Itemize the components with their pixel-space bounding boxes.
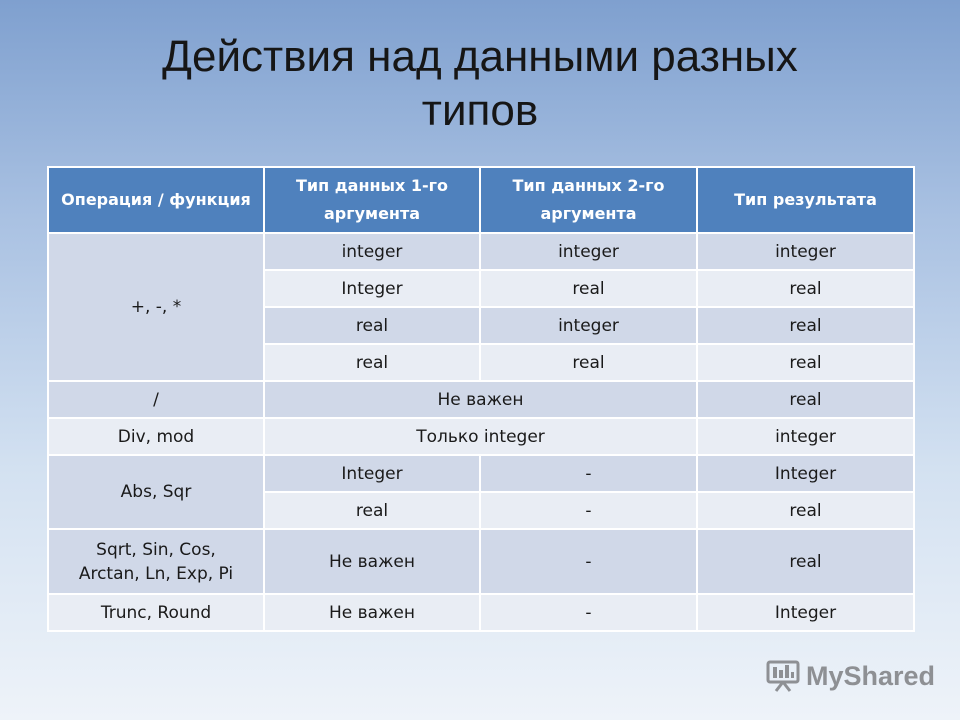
result-cell: integer xyxy=(697,233,914,270)
arg2-cell: integer xyxy=(480,233,697,270)
myshared-logo[interactable] xyxy=(766,656,935,696)
args-merged-cell: Только integer xyxy=(264,418,697,455)
result-cell: Integer xyxy=(697,455,914,492)
logo-text: MyShared xyxy=(806,660,936,691)
arg2-cell: real xyxy=(480,344,697,381)
result-cell: real xyxy=(697,344,914,381)
operation-cell: / xyxy=(48,381,264,418)
arg2-cell: - xyxy=(480,594,697,631)
table-header-row xyxy=(48,167,914,233)
operation-line: Sqrt, Sin, Cos, xyxy=(96,539,216,560)
arg1-cell: real xyxy=(264,344,480,381)
table-row xyxy=(48,455,914,492)
operation-cell: +, -, * xyxy=(48,233,264,381)
arg2-cell: real xyxy=(480,270,697,307)
table-row xyxy=(48,594,914,631)
arg1-cell: Integer xyxy=(264,270,480,307)
arg1-cell: Не важен xyxy=(264,594,480,631)
operation-cell: Div, mod xyxy=(48,418,264,455)
data-types-table xyxy=(47,166,915,632)
result-cell: integer xyxy=(697,418,914,455)
table-row xyxy=(48,233,914,270)
arg2-cell: - xyxy=(480,529,697,594)
args-merged-cell: Не важен xyxy=(264,381,697,418)
arg2-cell: integer xyxy=(480,307,697,344)
arg1-cell: real xyxy=(264,307,480,344)
header-arg2-type: Тип данных 2-го аргумента xyxy=(480,167,697,233)
header-result-type: Тип результата xyxy=(697,167,914,233)
table-row xyxy=(48,418,914,455)
table-row xyxy=(48,381,914,418)
arg1-cell: real xyxy=(264,492,480,529)
result-cell: real xyxy=(697,492,914,529)
operation-line: Arctan, Ln, Exp, Pi xyxy=(78,563,234,584)
header-operation: Операция / функция xyxy=(48,167,264,233)
slide-title-line-1: Действия над данными разных xyxy=(162,32,798,81)
result-cell: real xyxy=(697,381,914,418)
operation-cell: Trunc, Round xyxy=(48,594,264,631)
arg1-cell: Не важен xyxy=(264,529,480,594)
presentation-screen-icon xyxy=(766,659,800,693)
result-cell: real xyxy=(697,270,914,307)
arg1-cell: integer xyxy=(264,233,480,270)
header-arg1-type: Тип данных 1-го аргумента xyxy=(264,167,480,233)
arg2-cell: - xyxy=(480,455,697,492)
operation-cell: Abs, Sqr xyxy=(48,455,264,529)
result-cell: real xyxy=(697,307,914,344)
operation-cell xyxy=(48,529,264,594)
arg2-cell: - xyxy=(480,492,697,529)
arg1-cell: Integer xyxy=(264,455,480,492)
table-row xyxy=(48,529,914,594)
slide-title-line-2: типов xyxy=(421,86,539,135)
result-cell: Integer xyxy=(697,594,914,631)
slide-title xyxy=(0,30,960,138)
result-cell: real xyxy=(697,529,914,594)
